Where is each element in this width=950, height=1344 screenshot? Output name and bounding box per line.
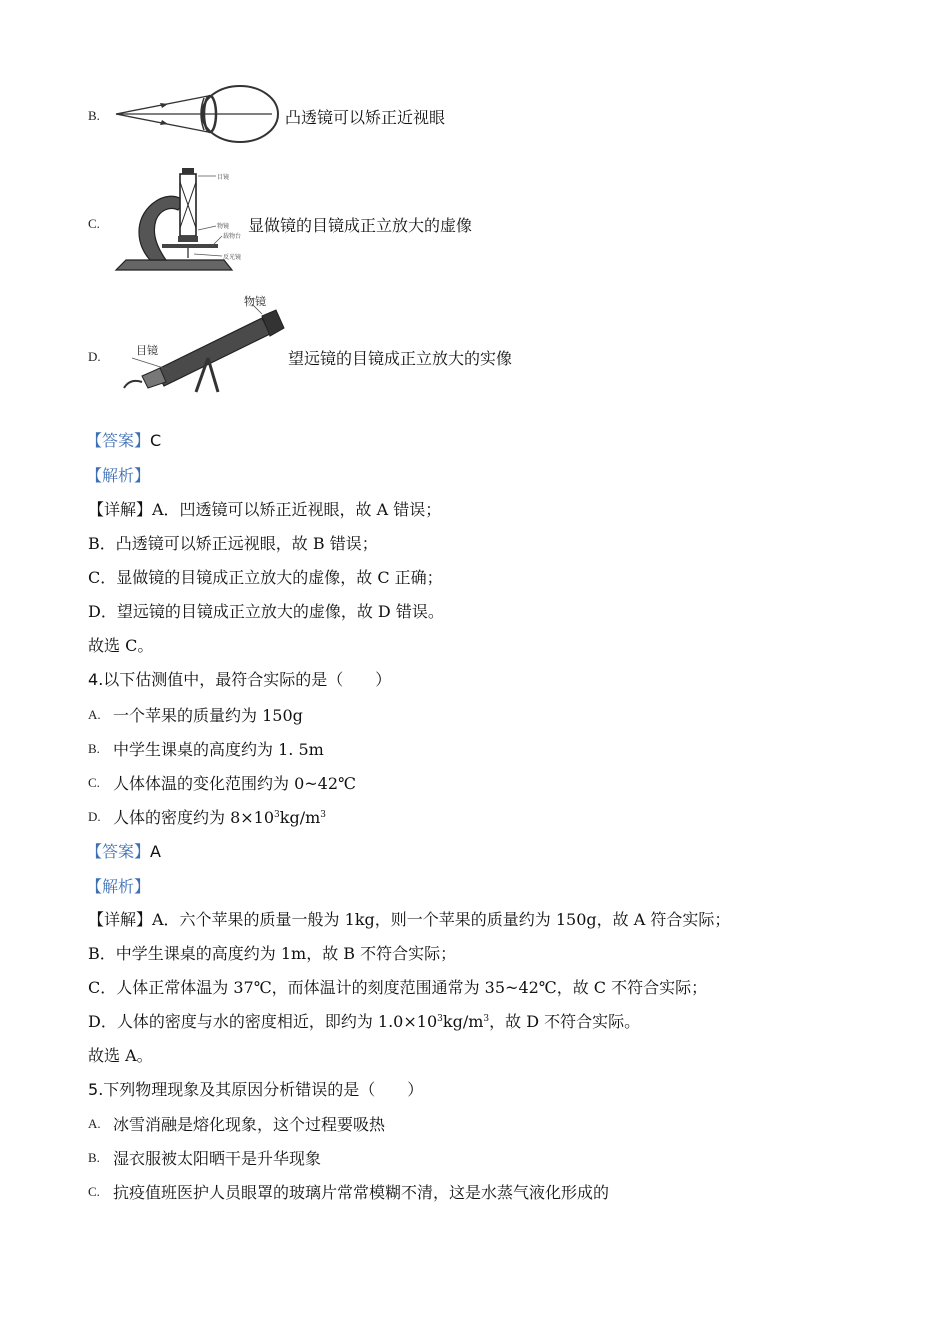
answer-tag: 【答案】: [86, 842, 151, 861]
q5-number: 5: [88, 1080, 99, 1099]
q4-number: 4: [88, 670, 99, 689]
q4-d-detail-sup2: 3: [483, 1014, 490, 1024]
q5-stem-text: .下列物理现象及其原因分析错误的是（ ）: [98, 1080, 424, 1099]
label-mirror: 反光镜: [223, 254, 242, 261]
q4-option-a-letter: A.: [88, 707, 101, 722]
microscope-arm: [139, 196, 184, 260]
q4-detail-line: 【详解】A．六个苹果的质量一般为 1kg，则一个苹果的质量约为 150g，故 A 符合实际；: [88, 910, 731, 929]
stage: [162, 244, 218, 248]
label-stage: 载物台: [223, 233, 242, 240]
q3-conclusion: 故选 C。: [88, 636, 154, 655]
q4-d-pre: 人体的密度约为 8×10: [113, 808, 275, 827]
q4-option-b-text: 中学生课桌的高度约为 1. 5m: [113, 740, 324, 759]
answer-value: A: [150, 842, 161, 861]
q4-stem: [88, 667, 391, 690]
q5-option-a-text: 冰雪消融是熔化现象，这个过程要吸热: [113, 1115, 386, 1134]
q5-option-c-letter: C.: [88, 1184, 100, 1199]
q3-answer: [86, 428, 161, 451]
q4-analysis-tag: 【解析】: [86, 877, 151, 896]
q4-option-d-letter: D.: [88, 809, 101, 824]
q4-d-sup2: 3: [320, 810, 327, 820]
q4-d-detail-post: ，故 D 不符合实际。: [489, 1012, 641, 1031]
objective-turret: [178, 236, 198, 242]
q4-d-detail-unit: kg/m: [442, 1012, 484, 1031]
option-d-letter: D.: [88, 349, 101, 364]
q3-detail-line: 【详解】A．凹透镜可以矫正近视眼，故 A 错误；: [88, 500, 442, 519]
label-telescope-objective: 物镜: [244, 295, 266, 308]
q4-conclusion: 故选 A。: [88, 1046, 153, 1065]
q4-detail-line: B．中学生课桌的高度约为 1m，故 B 不符合实际；: [88, 944, 457, 963]
observer-hand: [124, 381, 142, 388]
option-d-text: 望远镜的目镜成正立放大的实像: [288, 349, 513, 368]
leader-line-4: [194, 254, 222, 256]
option-b-letter: B.: [88, 108, 100, 123]
q4-option-c-letter: C.: [88, 775, 100, 790]
q4-option-d-text: [113, 805, 326, 828]
option-c-letter: C.: [88, 216, 100, 231]
q5-stem: [88, 1077, 423, 1100]
telescope-diagram: [112, 292, 287, 400]
q4-answer: [86, 839, 161, 862]
leader-eyepiece: [132, 358, 170, 370]
q3-detail-line: B．凸透镜可以矫正远视眼，故 B 错误；: [88, 534, 378, 553]
q4-d-sup1: 3: [274, 810, 280, 820]
q3-analysis-tag: 【解析】: [86, 466, 151, 485]
label-objective: 物镜: [217, 223, 230, 230]
q4-option-b-letter: B.: [88, 741, 100, 756]
q5-option-a-letter: A.: [88, 1116, 101, 1131]
tripod-leg-2: [208, 358, 218, 392]
answer-tag: 【答案】: [86, 431, 151, 450]
q3-detail-line: D．望远镜的目镜成正立放大的虚像，故 D 错误。: [88, 602, 444, 621]
leader-line-2: [198, 226, 216, 230]
q4-option-a-text: 一个苹果的质量约为 150g: [113, 706, 303, 725]
option-b-text: 凸透镜可以矫正近视眼: [285, 108, 446, 127]
q4-d-detail-sup1: 3: [437, 1014, 443, 1024]
q3-detail-line: C．显做镜的目镜成正立放大的虚像，故 C 正确；: [88, 568, 443, 587]
q4-d-detail-pre: D．人体的密度与水的密度相近，即约为 1.0×10: [88, 1012, 438, 1031]
q5-option-b-letter: B.: [88, 1150, 100, 1165]
q4-detail-line: [88, 1009, 640, 1032]
option-c-text: 显做镜的目镜成正立放大的虚像: [248, 216, 473, 235]
q5-option-c-text: 抗疫值班医护人员眼罩的玻璃片常常模糊不清，这是水蒸气液化形成的: [113, 1183, 610, 1202]
q4-option-c-text: 人体体温的变化范围约为 0~42℃: [113, 774, 356, 793]
q4-detail-line: C．人体正常体温为 37℃，而体温计的刻度范围通常为 35~42℃，故 C 不符合实际；: [88, 978, 708, 997]
label-eyepiece: 目镜: [217, 174, 230, 181]
q5-option-b-text: 湿衣服被太阳晒干是升华现象: [113, 1149, 322, 1168]
answer-value: C: [150, 431, 162, 450]
label-telescope-eyepiece: 目镜: [136, 344, 158, 357]
q4-stem-text: .以下估测值中，最符合实际的是（ ）: [98, 670, 392, 689]
q4-d-unit: kg/m: [279, 808, 321, 827]
eye-lens-diagram: [112, 78, 284, 150]
microscope-base: [116, 260, 232, 270]
eyepiece-cap: [182, 168, 194, 174]
microscope-diagram: [112, 164, 247, 276]
